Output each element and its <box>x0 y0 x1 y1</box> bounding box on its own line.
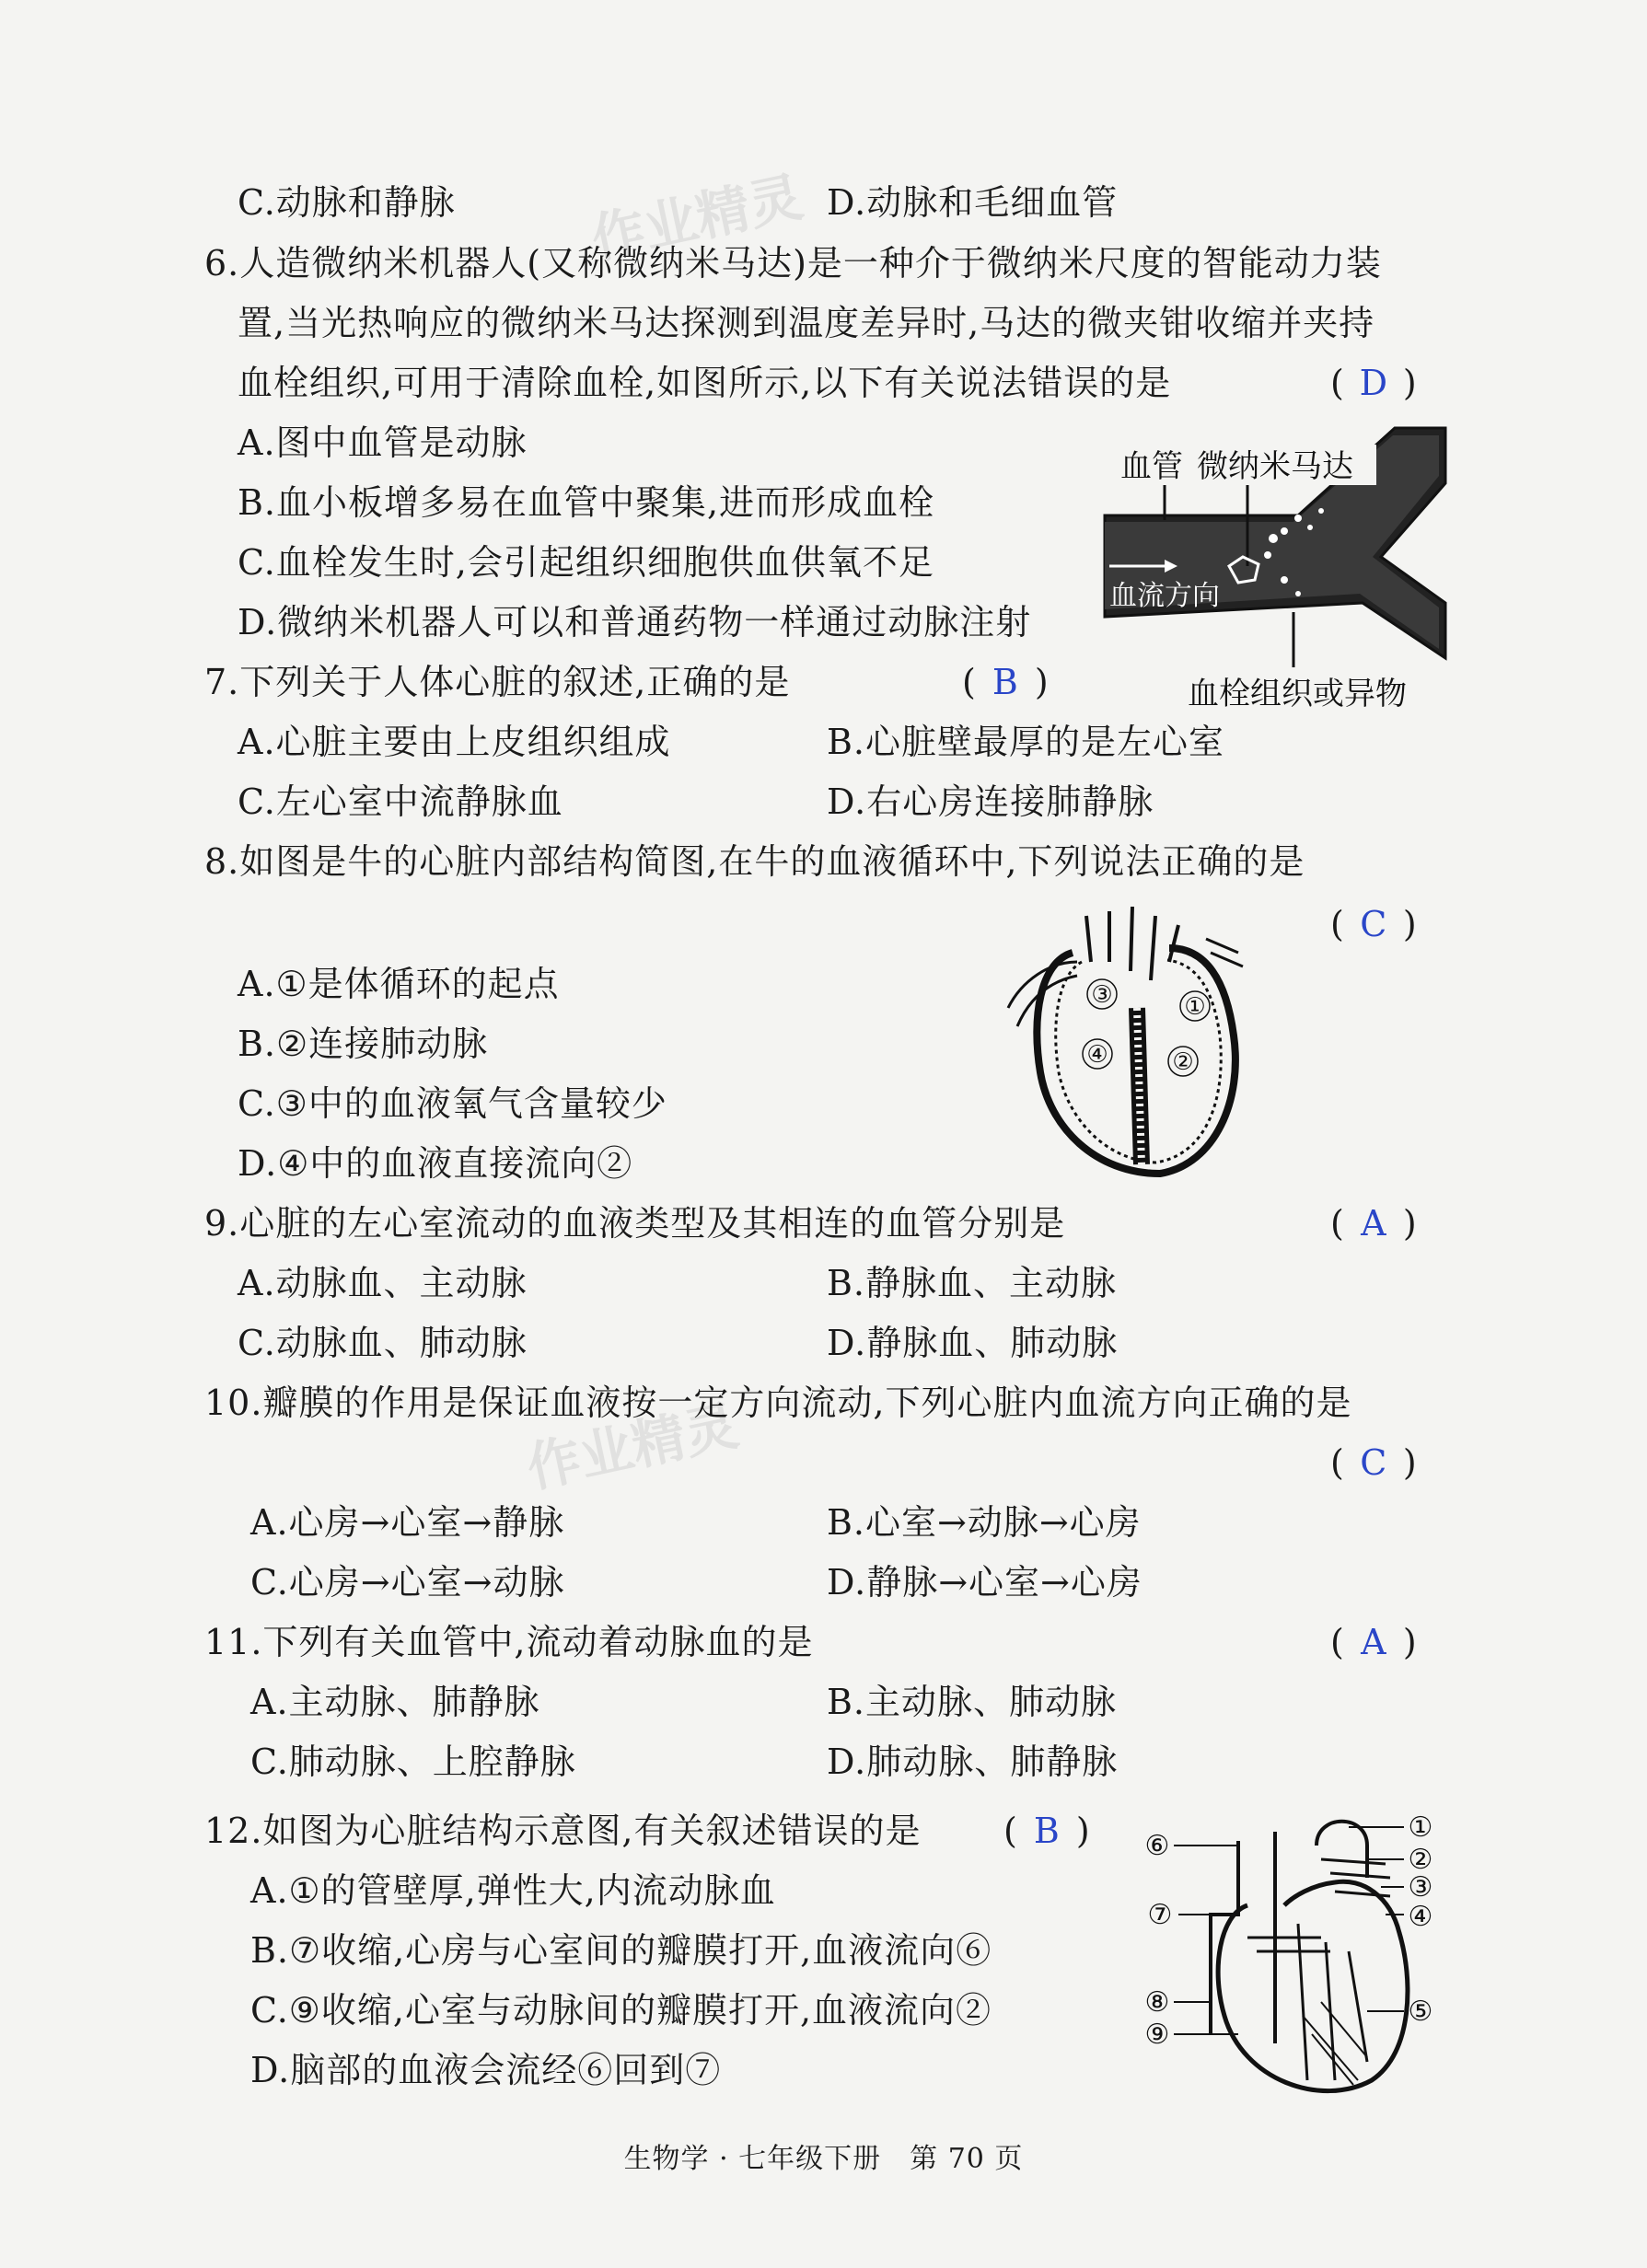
q9-option-d: D.静脉血、肺动脉 <box>827 1323 1119 1363</box>
label-vessel: 血管 <box>1120 448 1183 485</box>
q9-stem: 9.心脏的左心室流动的血液类型及其相连的血管分别是 <box>204 1203 1066 1244</box>
q7-option-a: A.心脏主要由上皮组织组成 <box>238 722 671 762</box>
q6-blood-vessel-figure <box>1100 419 1450 723</box>
q10-option-b: B.心室→动脉→心房 <box>827 1502 1142 1543</box>
q7-stem: 7.下列关于人体心脏的叙述,正确的是 <box>204 662 791 702</box>
q10-option-d: D.静脉→心室→心房 <box>827 1562 1142 1603</box>
q8-option-d: D.④中的血液直接流向② <box>238 1143 633 1184</box>
q8-option-c: C.③中的血液氧气含量较少 <box>238 1083 667 1124</box>
q12-option-a: A.①的管壁厚,弹性大,内流动脉血 <box>250 1870 776 1911</box>
q11-option-d: D.肺动脉、肺静脉 <box>827 1742 1119 1782</box>
label-2: ② <box>1172 1048 1194 1076</box>
q9-answer: A <box>1361 1203 1386 1244</box>
label-3: ③ <box>1091 981 1113 1009</box>
q6-option-c: C.血栓发生时,会引起组织细胞供血供氧不足 <box>238 542 934 583</box>
q8-cow-heart-figure <box>985 897 1261 1192</box>
q11-answer: A <box>1361 1622 1386 1662</box>
label-5: ⑤ <box>1408 1996 1433 2028</box>
q11-answer-box: ( A ) <box>1330 1622 1417 1662</box>
label-1: ① <box>1184 993 1206 1021</box>
q6-stem: 血栓组织,可用于清除血栓,如图所示,以下有关说法错误的是 <box>238 363 1172 403</box>
q10-stem: 10.瓣膜的作用是保证血液按一定方向流动,下列心脏内血流方向正确的是 <box>204 1383 1352 1423</box>
q7-option-c: C.左心室中流静脉血 <box>238 781 563 822</box>
q12-heart-structure-figure <box>1137 1804 1468 2108</box>
q5-option-d: D.动脉和毛细血管 <box>827 182 1119 223</box>
label-1: ① <box>1408 1811 1433 1844</box>
q8-option-a: A.①是体循环的起点 <box>238 964 560 1004</box>
q9-option-a: A.动脉血、主动脉 <box>238 1263 528 1303</box>
q12-option-d: D.脑部的血液会流经⑥回到⑦ <box>250 2050 722 2090</box>
label-9: ⑨ <box>1144 2019 1170 2051</box>
watermark: 作业精灵 <box>521 1394 744 1500</box>
q8-stem: 8.如图是牛的心脏内部结构简图,在牛的血液循环中,下列说法正确的是 <box>204 841 1305 882</box>
q11-stem: 11.下列有关血管中,流动着动脉血的是 <box>204 1622 814 1662</box>
q7-answer: B <box>992 662 1018 702</box>
label-clot: 血栓组织或异物 <box>1188 676 1407 712</box>
q8-answer-box: ( C ) <box>1330 904 1417 944</box>
q5-option-c: C.动脉和静脉 <box>238 182 456 223</box>
q6-answer: D <box>1359 363 1388 403</box>
label-flow-direction: 血流方向 <box>1109 580 1220 612</box>
label-motor: 微纳米马达 <box>1197 448 1353 485</box>
q6-option-b: B.血小板增多易在血管中聚集,进而形成血栓 <box>238 482 935 523</box>
q12-option-c: C.⑨收缩,心室与动脉间的瓣膜打开,血液流向② <box>250 1990 992 2031</box>
q8-answer: C <box>1360 904 1387 944</box>
q9-option-c: C.动脉血、肺动脉 <box>238 1323 528 1363</box>
q11-option-b: B.主动脉、肺动脉 <box>827 1682 1118 1722</box>
q12-answer: B <box>1033 1811 1060 1851</box>
label-2: ② <box>1408 1844 1433 1876</box>
q9-answer-box: ( A ) <box>1330 1203 1417 1244</box>
q6-option-a: A.图中血管是动脉 <box>238 422 528 463</box>
q10-option-a: A.心房→心室→静脉 <box>250 1502 565 1543</box>
q12-stem: 12.如图为心脏结构示意图,有关叙述错误的是 <box>204 1811 922 1851</box>
q9-option-b: B.静脉血、主动脉 <box>827 1263 1118 1303</box>
label-6: ⑥ <box>1144 1830 1170 1862</box>
q12-answer-box: ( B ) <box>1003 1811 1090 1851</box>
q10-option-c: C.心房→心室→动脉 <box>250 1562 565 1603</box>
label-4: ④ <box>1086 1041 1108 1069</box>
label-3: ③ <box>1408 1871 1433 1904</box>
q12-option-b: B.⑦收缩,心房与心室间的瓣膜打开,血液流向⑥ <box>250 1930 992 1971</box>
label-7: ⑦ <box>1147 1899 1173 1931</box>
watermark: 作业精灵 <box>586 165 808 272</box>
q10-answer: C <box>1360 1442 1387 1483</box>
q7-answer-box: ( B ) <box>962 662 1049 702</box>
q8-option-b: B.②连接肺动脉 <box>238 1024 489 1064</box>
q11-option-c: C.肺动脉、上腔静脉 <box>250 1742 576 1782</box>
q6-option-d: D.微纳米机器人可以和普通药物一样通过动脉注射 <box>238 602 1032 642</box>
q10-answer-box: ( C ) <box>1330 1442 1417 1483</box>
q11-option-a: A.主动脉、肺静脉 <box>250 1682 540 1722</box>
label-8: ⑧ <box>1144 1986 1170 2019</box>
q6-stem: 6.人造微纳米机器人(又称微纳米马达)是一种介于微纳米尺度的智能动力装 <box>204 243 1382 284</box>
q6-answer-box: ( D ) <box>1330 363 1417 403</box>
q6-stem: 置,当光热响应的微纳米马达探测到温度差异时,马达的微夹钳收缩并夹持 <box>238 303 1375 343</box>
page-footer: 生物学 · 七年级下册 第 70 页 <box>623 2143 1024 2175</box>
q7-option-b: B.心脏壁最厚的是左心室 <box>827 722 1225 762</box>
label-4: ④ <box>1408 1901 1433 1933</box>
q7-option-d: D.右心房连接肺静脉 <box>827 781 1154 822</box>
